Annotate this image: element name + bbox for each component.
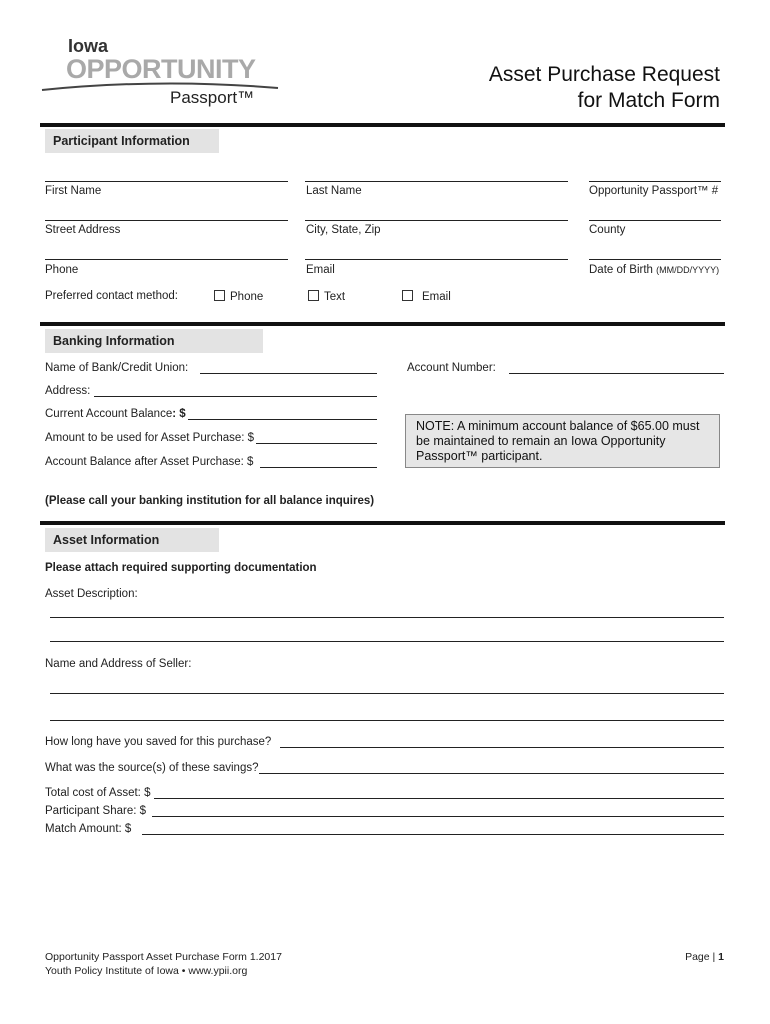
current-balance-dollar: : $	[172, 408, 186, 420]
last-name-field[interactable]	[305, 181, 568, 182]
match-amount-label: Match Amount: $	[45, 823, 132, 835]
seller-line-1[interactable]	[50, 693, 724, 694]
section-rule-asset	[40, 521, 725, 525]
dob-label-text: Date of Birth	[589, 264, 653, 276]
phone-label: Phone	[45, 264, 79, 276]
text-option-label: Text	[324, 291, 346, 303]
email-option-label: Email	[422, 291, 451, 303]
section-heading-participant: Participant Information	[45, 129, 219, 153]
logo-opportunity: OPPORTUNITY	[66, 54, 256, 84]
logo-iowa: Iowa	[68, 36, 109, 56]
balance-after-field[interactable]	[260, 467, 377, 468]
bank-address-label: Address:	[45, 385, 91, 397]
county-label: County	[589, 224, 626, 236]
street-address-label: Street Address	[45, 224, 121, 236]
passport-number-field[interactable]	[589, 181, 721, 182]
saved-how-long-field[interactable]	[280, 747, 724, 748]
bank-name-field[interactable]	[200, 373, 377, 374]
contact-option-phone[interactable]	[214, 290, 263, 303]
first-name-field[interactable]	[45, 181, 288, 182]
participant-share-label: Participant Share: $	[45, 805, 147, 817]
phone-option-label: Phone	[230, 291, 264, 303]
dob-label	[589, 264, 719, 276]
total-cost-field[interactable]	[154, 798, 724, 799]
amount-used-field[interactable]	[256, 443, 377, 444]
balance-inquiry-note: (Please call your banking institution for all balance inquires)	[45, 495, 375, 507]
match-amount-field[interactable]	[142, 834, 724, 835]
contact-method-label: Preferred contact method:	[45, 290, 178, 302]
form-title-line2: for Match Form	[577, 89, 720, 112]
dob-field[interactable]	[589, 259, 721, 260]
form-title-line1: Asset Purchase Request	[488, 63, 720, 86]
email-field[interactable]	[305, 259, 568, 260]
logo-passport: Passport™	[170, 88, 255, 107]
page-number	[685, 950, 724, 964]
text-checkbox[interactable]	[308, 290, 319, 301]
attach-docs-note: Please attach required supporting documentation	[45, 562, 317, 574]
bank-address-field[interactable]	[94, 396, 377, 397]
city-state-zip-field[interactable]	[305, 220, 568, 221]
current-balance-label	[45, 408, 186, 420]
participant-share-field[interactable]	[152, 816, 724, 817]
footer-form-name: Opportunity Passport Asset Purchase Form 1.2017	[45, 951, 282, 963]
account-number-field[interactable]	[509, 373, 724, 374]
seller-line-2[interactable]	[50, 720, 724, 721]
section-heading-banking: Banking Information	[45, 329, 263, 353]
section-rule-participant	[40, 123, 725, 127]
email-checkbox[interactable]	[402, 290, 413, 301]
current-balance-field[interactable]	[188, 419, 377, 420]
street-address-field[interactable]	[45, 220, 288, 221]
dob-format-hint: (MM/DD/YYYY)	[656, 265, 720, 275]
county-field[interactable]	[589, 220, 721, 221]
email-label: Email	[306, 264, 335, 276]
section-heading-asset: Asset Information	[45, 528, 219, 552]
contact-option-email[interactable]	[402, 290, 451, 303]
amount-used-label: Amount to be used for Asset Purchase: $	[45, 432, 255, 444]
footer-org: Youth Policy Institute of Iowa • www.ypii.org	[45, 965, 248, 977]
savings-source-label: What was the source(s) of these savings?	[45, 762, 259, 774]
balance-after-label: Account Balance after Asset Purchase: $	[45, 456, 254, 468]
current-balance-text: Current Account Balance	[45, 408, 173, 420]
section-rule-banking	[40, 322, 725, 326]
last-name-label: Last Name	[306, 185, 362, 197]
account-number-label: Account Number:	[407, 362, 496, 374]
bank-name-label: Name of Bank/Credit Union:	[45, 362, 189, 374]
asset-description-line-1[interactable]	[50, 617, 724, 618]
asset-description-label: Asset Description:	[45, 588, 138, 600]
total-cost-label: Total cost of Asset: $	[45, 787, 151, 799]
seller-label: Name and Address of Seller:	[45, 658, 192, 670]
phone-field[interactable]	[45, 259, 288, 260]
passport-number-label: Opportunity Passport™ #	[589, 185, 719, 197]
contact-option-text[interactable]	[308, 290, 345, 303]
saved-how-long-label: How long have you saved for this purchase?	[45, 736, 272, 748]
city-state-zip-label: City, State, Zip	[306, 224, 381, 236]
asset-description-line-2[interactable]	[50, 641, 724, 642]
first-name-label: First Name	[45, 185, 102, 197]
page-number-value: 1	[718, 951, 724, 963]
footer-left	[45, 950, 282, 978]
phone-checkbox[interactable]	[214, 290, 225, 301]
minimum-balance-note: NOTE: A minimum account balance of $65.00 must be maintained to remain an Iowa Opportunity Passport™ participant.	[405, 414, 720, 468]
savings-source-field[interactable]	[259, 773, 724, 774]
page-label: Page |	[685, 951, 719, 963]
